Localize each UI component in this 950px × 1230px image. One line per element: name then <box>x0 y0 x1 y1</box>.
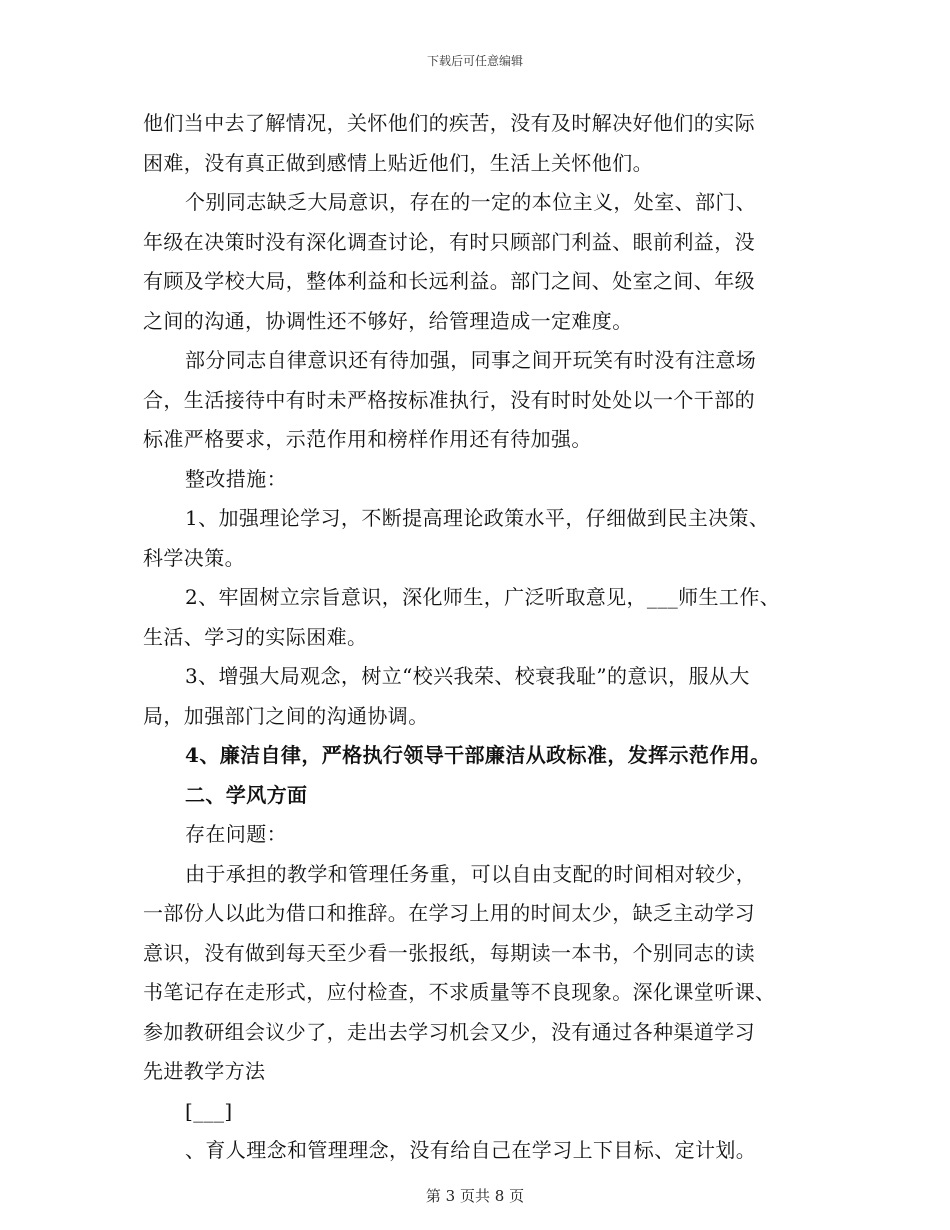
text-line: 由于承担的教学和管理任务重，可以自由支配的时间相对较少， <box>185 861 757 886</box>
text-line: 3、增强大局观念，树立“校兴我荣、校衰我耻”的意识，服从大 <box>185 664 750 688</box>
text-line: 局，加强部门之间的沟通协调。 <box>143 703 429 728</box>
text-line: 书笔记存在走形式，应付检查，不求质量等不良现象。深化课堂听课、 <box>143 980 776 1004</box>
heading-line: 二、学风方面 <box>185 782 308 807</box>
text-line: 2、牢固树立宗旨意识，深化师生，广泛听取意见，___师生工作、 <box>185 585 781 609</box>
text-line: 标准严格要求，示范作用和榜样作用还有待加强。 <box>143 427 592 451</box>
text-line: 科学决策。 <box>143 545 245 570</box>
text-line: 参加教研组会议少了，走出去学习机会又少，没有通过各种渠道学习 <box>143 1019 755 1044</box>
text-line: 1、加强理论学习，不断提高理论政策水平，仔细做到民主决策、 <box>185 506 770 530</box>
text-line: 一部份人以此为借口和推辞。在学习上用的时间太少，缺乏主动学习 <box>143 901 755 925</box>
text-line: 整改措施： <box>185 466 287 491</box>
heading-line: 4、廉洁自律，严格执行领导干部廉洁从政标准，发挥示范作用。 <box>185 743 771 767</box>
text-line: 生活、学习的实际困难。 <box>143 624 368 649</box>
text-line: 先进教学方法 <box>143 1059 266 1083</box>
text-line: 困难，没有真正做到感情上贴近他们，生活上关怀他们。 <box>143 150 653 175</box>
page-footer: 第 3 页共 8 页 <box>425 1187 525 1205</box>
text-line: 意识，没有做到每天至少看一张报纸，每期读一本书，个别同志的读 <box>143 940 755 965</box>
document-body <box>143 104 803 1171</box>
text-line: 有顾及学校大局，整体利益和长远利益。部门之间、处室之间、年级 <box>143 269 755 293</box>
text-line: 个别同志缺乏大局意识，存在的一定的本位主义，处室、部门、 <box>185 190 757 214</box>
text-line: 、育人理念和管理理念，没有给自己在学习上下目标、定计划。 <box>185 1138 757 1162</box>
page-header: 下载后可任意编辑 <box>426 54 523 68</box>
text-line: [___] <box>185 1098 233 1123</box>
text-line: 合，生活接待中有时未严格按标准执行，没有时时处处以一个干部的 <box>143 387 755 412</box>
text-line: 之间的沟通，协调性还不够好，给管理造成一定难度。 <box>143 308 633 333</box>
text-line: 部分同志自律意识还有待加强，同事之间开玩笑有时没有注意场 <box>185 348 757 372</box>
text-line: 他们当中去了解情况，关怀他们的疾苦，没有及时解决好他们的实际 <box>143 111 755 135</box>
text-line: 年级在决策时没有深化调查讨论，有时只顾部门利益、眼前利益，没 <box>143 229 755 254</box>
text-line: 存在问题： <box>185 822 287 846</box>
